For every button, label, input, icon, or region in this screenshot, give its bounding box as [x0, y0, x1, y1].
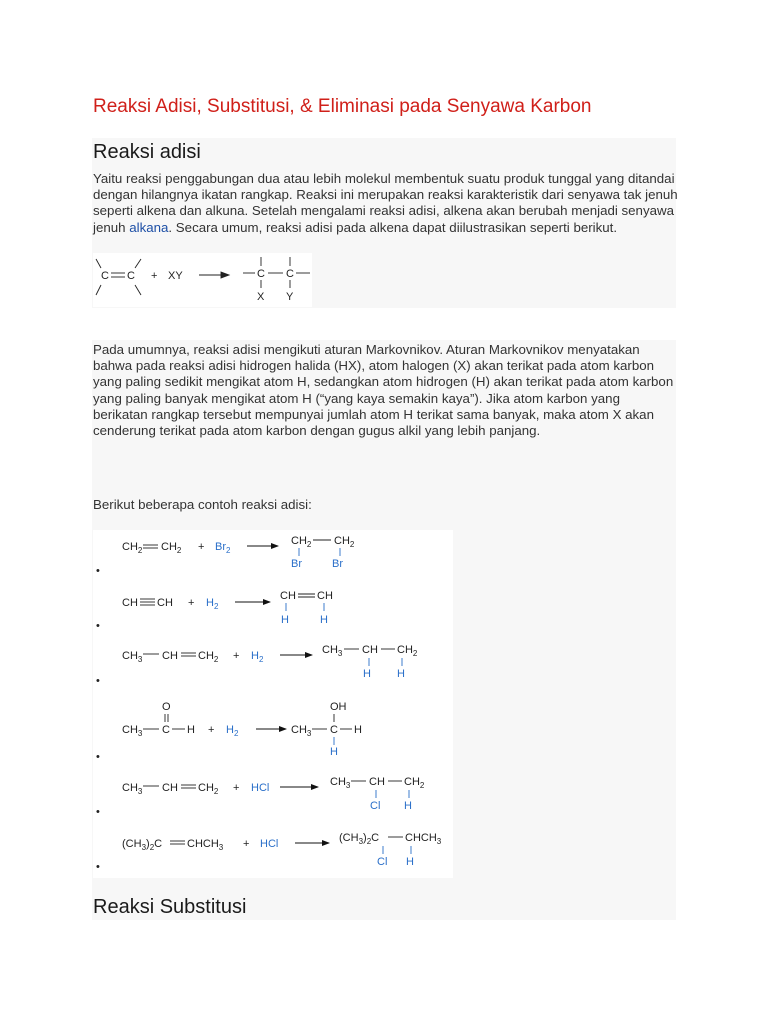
svg-text:CH2: $CH_2$ [404, 776, 425, 790]
example-6-reaction [122, 832, 442, 868]
alkana-link[interactable]: alkana [129, 219, 169, 235]
svg-text:CHCH3: $CHCH_3$ [187, 838, 224, 852]
gen-plus: + [151, 270, 158, 282]
svg-text:CHCH3: $CHCH_3$ [405, 832, 442, 846]
svg-text:O: O [162, 701, 171, 713]
svg-text:CH3: $CH_3$ [291, 724, 312, 738]
page-title: Reaksi Adisi, Substitusi, & Eliminasi pada Senyawa Karbon [93, 96, 592, 117]
bullet-2: • [96, 620, 100, 632]
svg-text:CH2: $CH_2$ [198, 782, 219, 796]
bullet-1: • [96, 565, 100, 577]
svg-text:+: + [233, 782, 240, 794]
example-3-reaction [122, 644, 418, 680]
svg-text:CH2: $CH_2$ [198, 650, 219, 664]
svg-text:CH: CH [122, 597, 138, 609]
bullet-6: • [96, 861, 100, 873]
svg-text:CH3: $CH_3$ [122, 724, 143, 738]
general-equation-figure [93, 253, 312, 307]
svg-text:Cl: Cl [370, 800, 381, 812]
svg-text:CH2: $CH_2$ [291, 535, 312, 549]
svg-text:CH: CH [317, 590, 333, 602]
adisi-text-part1: Yaitu reaksi penggabungan dua atau lebih molekul membentuk suatu produk tunggal yang ditandai dengan hilangnya ikatan rangkap. Reaksi ini merupakan reaksi karakteristik dari senyawa tak jenuh seperti alkena dan alkuna. Setelah mengalami reaksi adisi, alkena akan berubah menjadi senyawa jenuh [93, 171, 678, 235]
svg-text:H2: $H_2$ [206, 597, 219, 611]
svg-text:CH3: $CH_3$ [122, 782, 143, 796]
heading-reaksi-adisi: Reaksi adisi [93, 141, 201, 163]
adisi-text-part2: . Secara umum, reaksi adisi pada alkena dapat diilustrasikan seperti berikut. [168, 219, 618, 235]
gen-product-left: C [257, 268, 265, 280]
svg-text:(CH3)2C: $(CH_3)_2C$ [122, 838, 163, 852]
examples-svg [93, 530, 453, 878]
svg-text:+: + [243, 838, 250, 850]
example-4-reaction [122, 701, 362, 758]
svg-text:H: H [363, 668, 371, 680]
svg-text:H: H [320, 614, 328, 626]
example-2-reaction [122, 590, 333, 626]
bullet-4: • [96, 751, 100, 763]
svg-text:CH: CH [162, 782, 178, 794]
svg-text:HCl: HCl [260, 838, 279, 850]
svg-text:CH2: $CH_2$ [161, 541, 182, 555]
gen-reagent-xy: XY [168, 270, 183, 282]
gen-product-right: C [286, 268, 294, 280]
svg-text:Br: Br [291, 558, 302, 570]
svg-text:CH3: $CH_3$ [330, 776, 351, 790]
gen-reactant-right: C [127, 270, 135, 282]
svg-text:CH2: $CH_2$ [397, 644, 418, 658]
examples-intro: Berikut beberapa contoh reaksi adisi: [93, 497, 312, 512]
svg-text:+: + [208, 724, 215, 736]
svg-text:H2: $H_2$ [226, 724, 239, 738]
svg-text:CH: CH [162, 650, 178, 662]
gen-sub-x: X [257, 291, 265, 303]
svg-text:(CH3)2C: $(CH_3)_2C$ [339, 832, 380, 846]
svg-text:C: C [162, 724, 170, 736]
svg-text:H2: $H_2$ [251, 650, 264, 664]
svg-text:Br2: $Br_2$ [215, 541, 231, 555]
svg-text:H: H [406, 856, 414, 868]
svg-text:H: H [330, 746, 338, 758]
svg-text:CH3: $CH_3$ [322, 644, 343, 658]
examples-figure [93, 530, 453, 878]
svg-text:CH: CH [280, 590, 296, 602]
svg-text:CH: CH [157, 597, 173, 609]
gen-sub-y: Y [286, 291, 294, 303]
bullet-3: • [96, 675, 100, 687]
example-5-reaction [122, 776, 425, 812]
markovnikov-paragraph: Pada umumnya, reaksi adisi mengikuti aturan Markovnikov. Aturan Markovnikov menyatakan bahwa pada reaksi adisi hidrogen halida (HX), atom halogen (X) akan terikat pada atom karbon yang paling sedikit mengikat atom H, sedangkan atom hidrogen (H) akan terikat pada atom karbon yang paling banyak mengikat atom H (“yang kaya semakin kaya”). Jika atom karbon yang berikatan rangkap tersebut mempunyai jumlah atom H terikat sama banyak, maka atom X akan cenderung terikat pada atom karbon dengan gugus alkil yang lebih panjang. [93, 342, 674, 439]
heading-reaksi-substitusi: Reaksi Substitusi [93, 896, 247, 918]
svg-text:OH: OH [330, 701, 347, 713]
bullet-5: • [96, 806, 100, 818]
svg-text:CH: CH [362, 644, 378, 656]
gen-reactant-left: C [101, 270, 109, 282]
svg-text:H: H [281, 614, 289, 626]
svg-text:H: H [354, 724, 362, 736]
svg-text:H: H [404, 800, 412, 812]
svg-text:CH2: $CH_2$ [122, 541, 143, 555]
svg-text:+: + [188, 597, 195, 609]
svg-text:Br: Br [332, 558, 343, 570]
svg-text:HCl: HCl [251, 782, 270, 794]
example-1-reaction [122, 535, 355, 570]
svg-text:H: H [187, 724, 195, 736]
svg-text:C: C [330, 724, 338, 736]
svg-text:CH: CH [369, 776, 385, 788]
general-equation-svg [93, 253, 312, 307]
adisi-definition-paragraph [93, 171, 678, 236]
svg-text:Cl: Cl [377, 856, 388, 868]
svg-text:CH3: $CH_3$ [122, 650, 143, 664]
svg-text:CH2: $CH_2$ [334, 535, 355, 549]
svg-text:H: H [397, 668, 405, 680]
svg-text:+: + [198, 541, 205, 553]
svg-text:+: + [233, 650, 240, 662]
